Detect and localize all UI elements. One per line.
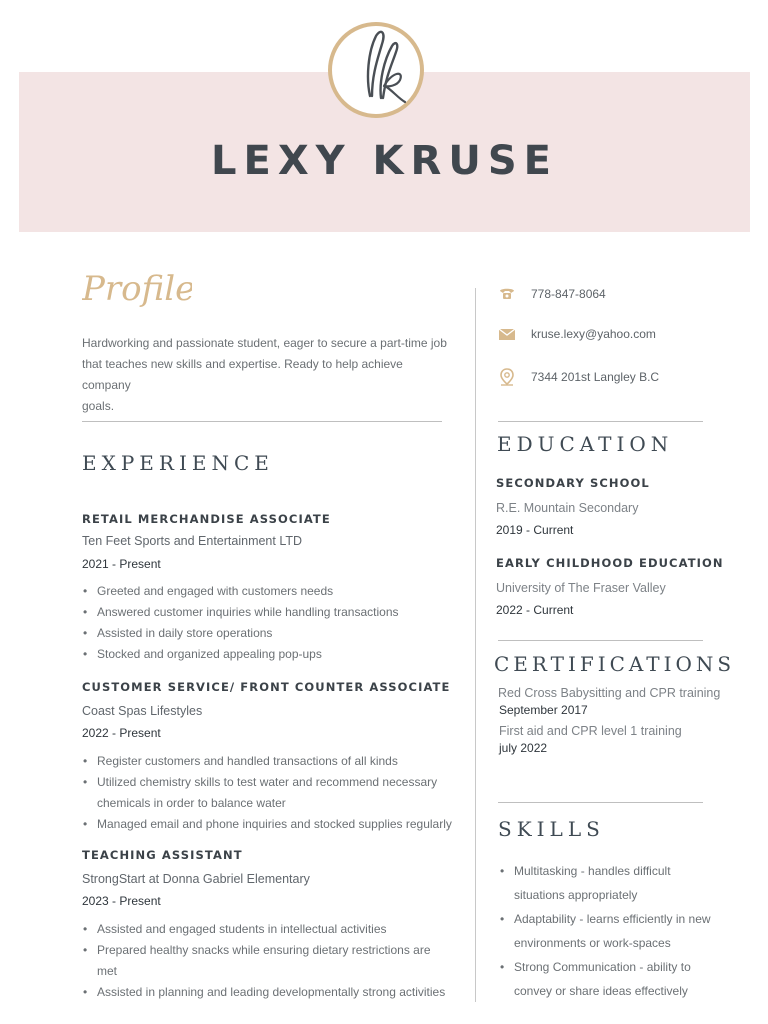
- street-address: 7344 201st Langley B.C: [531, 370, 660, 384]
- email-address: kruse.lexy@yahoo.com: [531, 327, 656, 341]
- list-item: • Prepared healthy snacks while ensuring dietary restrictions are: [82, 940, 457, 961]
- certification-date: july 2022: [499, 741, 548, 755]
- certification-name: Red Cross Babysitting and CPR training: [498, 686, 721, 700]
- profile-line: goals.: [82, 399, 115, 413]
- list-item: • Utilized chemistry skills to test water and recommend necessary: [82, 772, 457, 793]
- list-item: • Register customers and handled transactions of all kinds: [82, 751, 457, 772]
- job-duties-list: [82, 919, 457, 1003]
- job-company: Ten Feet Sports and Entertainment LTD: [82, 534, 303, 548]
- job-dates: 2022 - Present: [82, 726, 161, 740]
- education-heading: EDUCATION: [497, 432, 674, 456]
- school-name: R.E. Mountain Secondary: [496, 501, 639, 515]
- school-name: University of The Fraser Valley: [496, 581, 666, 595]
- job-dates: 2021 - Present: [82, 557, 161, 571]
- experience-heading: EXPERIENCE: [82, 451, 274, 475]
- job-title: RETAIL MERCHANDISE ASSOCIATE: [82, 512, 331, 526]
- list-item: • Assisted in daily store operations: [82, 623, 452, 644]
- education-dates: 2019 - Current: [496, 523, 574, 537]
- job-dates: 2023 - Present: [82, 894, 161, 908]
- list-item-continuation: chemicals in order to balance water: [97, 796, 286, 810]
- profile-line: that teaches new skills and expertise. Ready to help achieve company: [82, 357, 403, 392]
- profile-divider: [82, 421, 442, 422]
- job-title: CUSTOMER SERVICE/ FRONT COUNTER ASSOCIATE: [82, 680, 451, 694]
- profile-summary: [82, 333, 452, 417]
- certifications-heading: CERTIFICATIONS: [494, 652, 736, 676]
- list-item: • Assisted in planning and leading developmentally strong activities: [82, 982, 457, 1003]
- job-company: StrongStart at Donna Gabriel Elementary: [82, 872, 310, 886]
- list-item: • Greeted and engaged with customers needs: [82, 581, 452, 602]
- list-item: • Adaptability - learns efficiently in new environments or work-spaces: [499, 907, 724, 955]
- list-item: • Assisted and engaged students in intellectual activities: [82, 919, 457, 940]
- list-item: • Managed email and phone inquiries and stocked supplies regularly: [82, 814, 457, 835]
- envelope-icon: [498, 325, 516, 343]
- certification-date: September 2017: [499, 703, 588, 717]
- education-level: SECONDARY SCHOOL: [496, 476, 650, 490]
- skills-heading: SKILLS: [498, 817, 605, 841]
- column-divider: [475, 288, 476, 1002]
- profile-line: Hardworking and passionate student, eager to secure a part-time job: [82, 336, 447, 350]
- job-company: Coast Spas Lifestyles: [82, 704, 203, 718]
- list-item-continuation: met: [97, 964, 118, 978]
- list-item: • Stocked and organized appealing pop-ups: [82, 644, 452, 665]
- job-duties-list: [82, 751, 457, 835]
- education-dates: 2022 - Current: [496, 603, 574, 617]
- monogram-logo: [328, 22, 424, 118]
- certification-name: First aid and CPR level 1 training: [499, 724, 682, 738]
- job-duties-list: [82, 581, 452, 665]
- phone-number: 778-847-8064: [531, 287, 606, 301]
- list-item: • Strong Communication - ability to convey or share ideas effectively: [499, 955, 724, 1003]
- monogram-lk-icon: [332, 26, 420, 114]
- certifications-divider: [498, 802, 703, 803]
- list-item: • Multitasking - handles difficult situations appropriately: [499, 859, 724, 907]
- education-divider: [498, 640, 703, 641]
- svg-text:Profile: Profile: [82, 269, 192, 309]
- phone-icon: [498, 285, 516, 303]
- location-pin-icon: [498, 368, 516, 386]
- profile-heading: [82, 262, 192, 319]
- profile-script-icon: [82, 262, 192, 314]
- skills-list: [499, 859, 724, 1003]
- education-level: EARLY CHILDHOOD EDUCATION: [496, 556, 724, 570]
- job-title: TEACHING ASSISTANT: [82, 848, 243, 862]
- candidate-name: LEXY KRUSE: [211, 138, 558, 184]
- list-item: • Answered customer inquiries while handling transactions: [82, 602, 452, 623]
- contact-divider: [498, 421, 703, 422]
